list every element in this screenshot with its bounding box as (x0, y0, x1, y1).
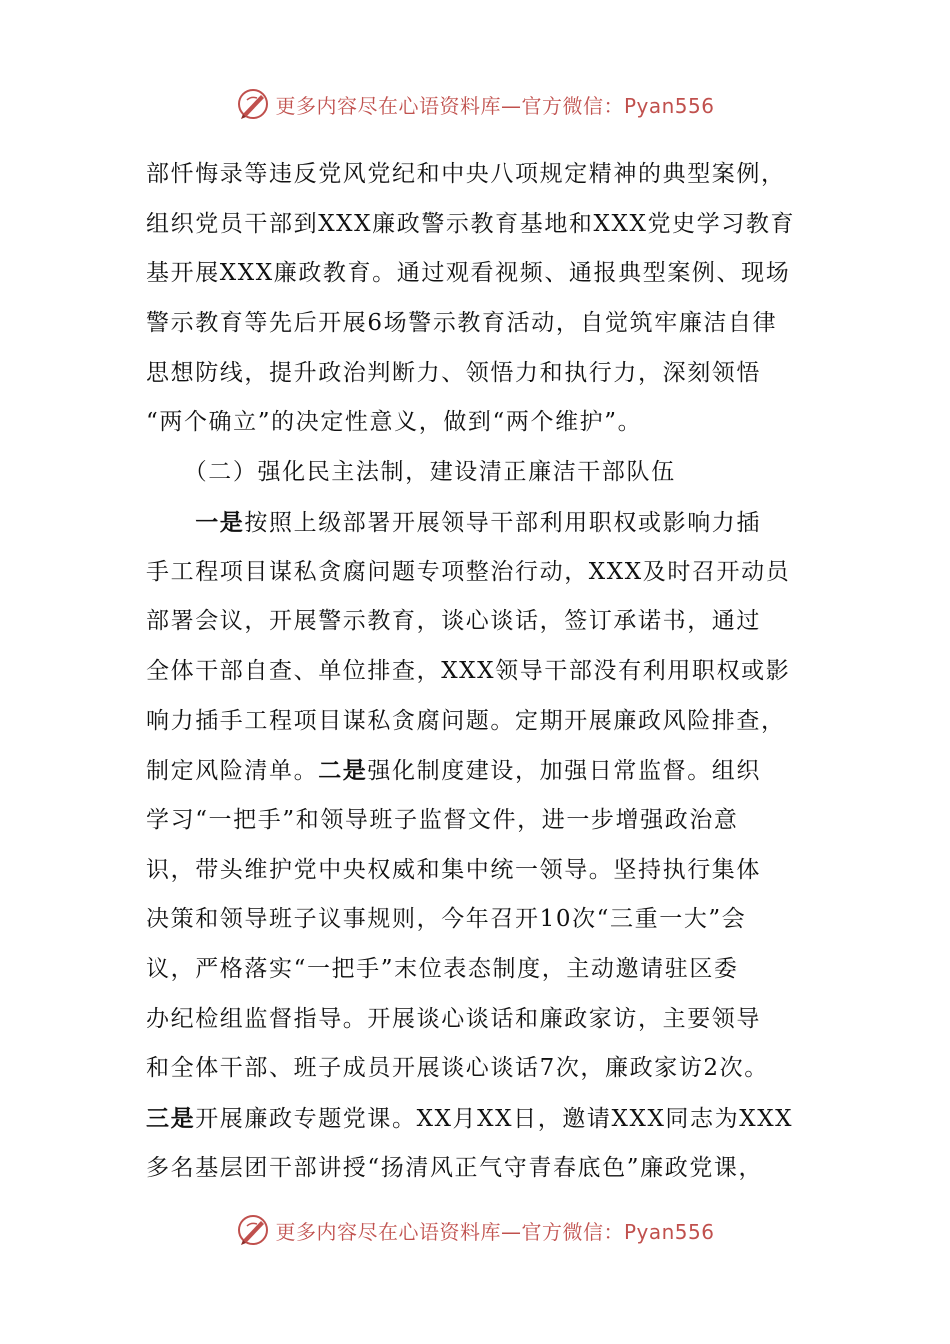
text-run: 手工程项目谋私贪腐问题专项整治行动，XXX及时召开动员 (146, 558, 791, 585)
text-line (146, 299, 806, 349)
text-line (146, 945, 806, 995)
bold-lead-phrase: 三是 (146, 1105, 196, 1133)
text-line (146, 846, 806, 896)
text-run: 部署会议，开展警示教育，谈心谈话，签订承诺书，通过 (146, 608, 761, 635)
text-line (146, 746, 806, 796)
text-run: “两个确立”的决定性意义，做到“两个维护”。 (146, 409, 643, 436)
text-line (146, 448, 806, 498)
text-line (146, 1144, 806, 1194)
text-run: 多名基层团干部讲授“扬清风正气守青春底色”廉政党课， (146, 1154, 764, 1181)
text-run: 响力插手工程项目谋私贪腐问题。定期开展廉政风险排查， (146, 707, 786, 734)
text-line (146, 1094, 806, 1144)
header-watermark-text: 更多内容尽在心语资料库—官方微信：Pyan556 (275, 93, 715, 118)
text-run (146, 510, 195, 536)
text-line (146, 548, 806, 598)
text-run: 和全体干部、班子成员开展谈心谈话7次，廉政家访2次。 (146, 1055, 769, 1082)
header-watermark-banner (0, 84, 950, 124)
pen-logo-icon (235, 1212, 271, 1248)
text-run: 议，严格落实“一把手”末位表态制度，主动邀请驻区委 (146, 956, 739, 982)
text-line (146, 995, 806, 1045)
text-run: 部忏悔录等违反党风党纪和中央八项规定精神的典型案例， (146, 161, 786, 187)
text-run: 学习“一把手”和领导班子监督文件，进一步增强政治意 (146, 806, 739, 833)
text-line (146, 349, 806, 399)
text-line (146, 200, 806, 250)
text-line (146, 895, 806, 945)
footer-watermark-banner (0, 1210, 950, 1250)
text-run: 办纪检组监督指导。开展谈心谈话和廉政家访，主要领导 (146, 1005, 761, 1032)
text-run: 警示教育等先后开展6场警示教育活动，自觉筑牢廉洁自律 (146, 310, 778, 337)
text-line (146, 597, 806, 647)
text-run: 强化制度建设，加强日常监督。组织 (367, 758, 762, 785)
text-line (146, 697, 806, 747)
text-run: （二）强化民主法制，建设清正廉洁干部队伍 (146, 459, 676, 486)
text-line (146, 249, 806, 299)
text-run: 决策和领导班子议事规则，今年召开10次“三重一大”会 (146, 906, 747, 933)
text-run: 制定风险清单。 (146, 758, 319, 785)
text-line (146, 150, 806, 200)
text-line (146, 498, 806, 548)
text-run: 识，带头维护党中央权威和集中统一领导。坚持执行集体 (146, 856, 761, 883)
footer-watermark-text: 更多内容尽在心语资料库—官方微信：Pyan556 (275, 1219, 715, 1244)
text-line (146, 398, 806, 448)
bold-lead-phrase: 一是 (195, 508, 245, 536)
pen-logo-icon (235, 86, 271, 122)
bold-lead-phrase: 二是 (318, 757, 368, 785)
text-run: 开展廉政专题党课。XX月XX日，邀请XXX同志为XXX (195, 1106, 794, 1133)
text-run: 组织党员干部到XXX廉政警示教育基地和XXX党史学习教育 (146, 210, 796, 237)
text-line (146, 647, 806, 697)
text-run: 全体干部自查、单位排查，XXX领导干部没有利用职权或影 (146, 657, 791, 684)
text-line (146, 796, 806, 846)
document-body (146, 150, 806, 1193)
text-run: 基开展XXX廉政教育。通过观看视频、通报典型案例、现场 (146, 260, 791, 287)
text-line (146, 1044, 806, 1094)
text-run: 按照上级部署开展领导干部利用职权或影响力插 (244, 509, 762, 536)
text-run: 思想防线，提升政治判断力、领悟力和执行力，深刻领悟 (146, 359, 761, 386)
